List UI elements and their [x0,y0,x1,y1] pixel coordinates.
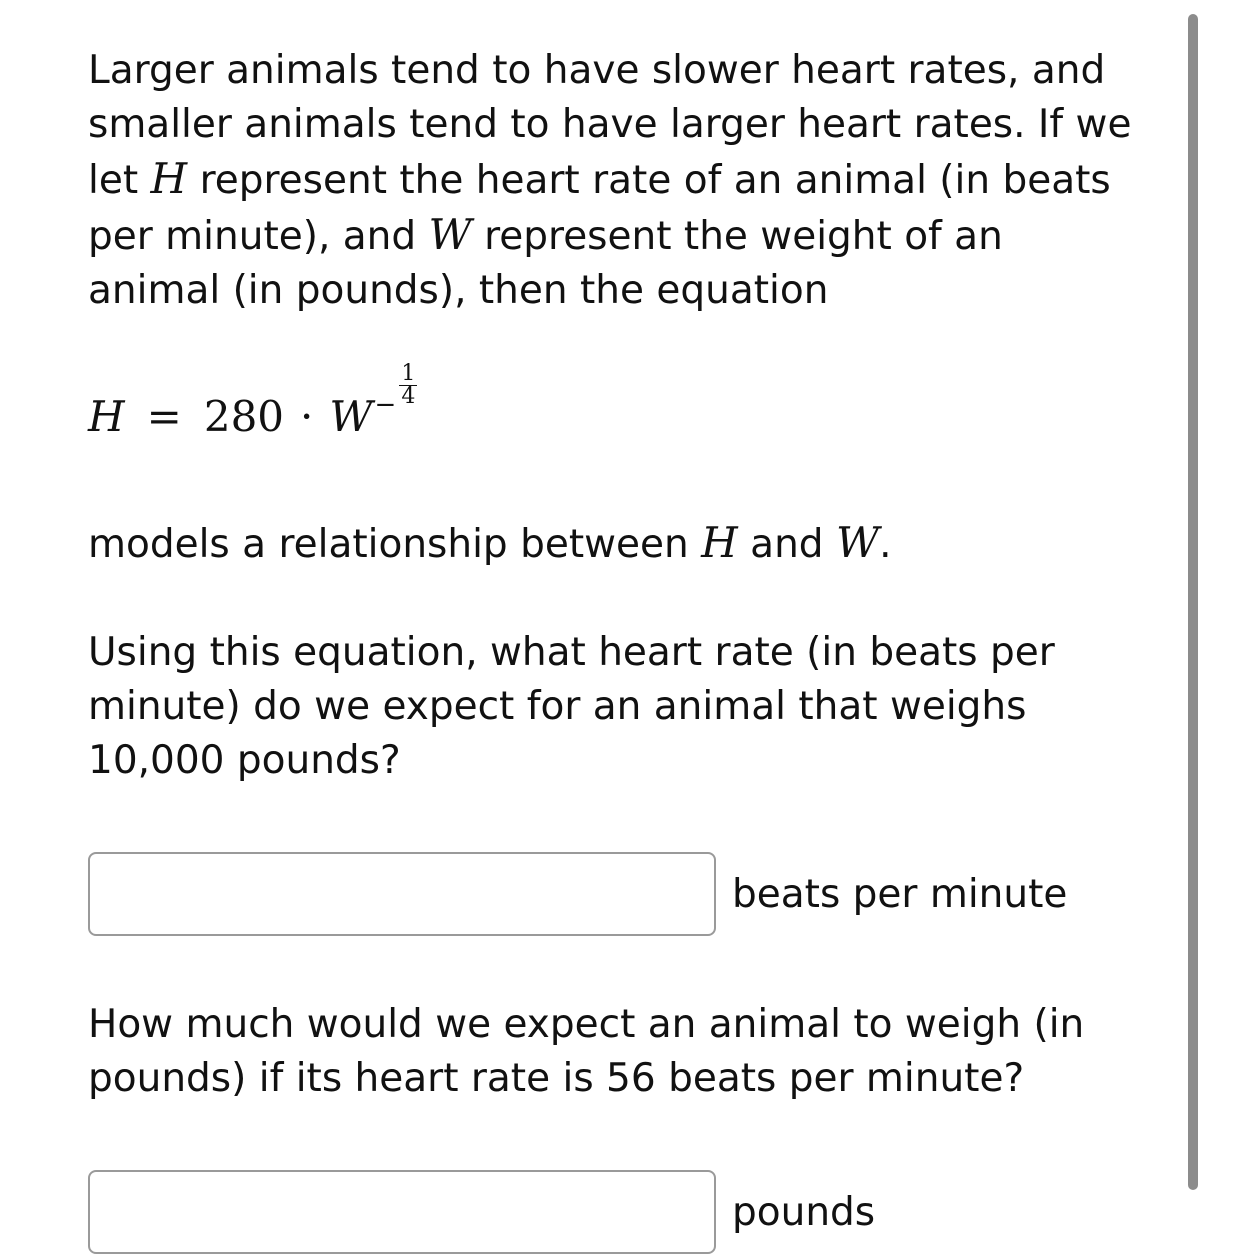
relationship-sentence [88,516,1158,572]
part2-line-2: pounds) if its heart rate is 56 beats per minute? [88,1056,1025,1101]
vertical-scrollbar[interactable] [1188,14,1198,1190]
intro-line-4-post: represent the weight of an [471,214,1003,259]
equation-lhs: H [88,392,125,441]
relationship-mid: and [737,522,836,567]
relationship-variable-h: H [701,518,738,567]
equation-base: W [329,392,373,441]
intro-paragraph [88,44,1158,318]
equation-exponent [375,360,418,436]
variable-h: H [150,154,188,203]
equation-coefficient: 280 [203,392,285,441]
equation-equals: = [146,392,182,441]
exponent-numerator: 1 [401,361,416,386]
heart-rate-equation [88,361,1158,452]
intro-line-5: animal (in pounds), then the equation [88,268,829,313]
intro-line-3-post: represent the heart rate of an animal (in beats [187,158,1111,203]
exponent-fraction [399,363,417,408]
part1-line-3: 10,000 pounds? [88,738,401,783]
exponent-denominator: 4 [401,384,416,409]
part1-line-2: minute) do we expect for an animal that weighs [88,684,1027,729]
equation-dot: · [300,392,314,441]
intro-line-4-pre: per minute), and [88,214,429,259]
part1-answer-row [88,850,1158,938]
question-content [88,44,1158,1256]
intro-line-2: smaller animals tend to have larger heart rates. If we [88,102,1132,147]
intro-line-3-pre: let [88,158,151,203]
part2-line-1: How much would we expect an animal to weigh (in [88,1002,1085,1047]
part1-line-1: Using this equation, what heart rate (in beats per [88,630,1055,675]
part2-question [88,998,1158,1106]
heart-rate-unit-label: beats per minute [732,871,1068,917]
exponent-sign: − [374,390,397,420]
weight-unit-label: pounds [732,1189,876,1235]
part1-question [88,626,1158,788]
relationship-post: . [879,522,892,567]
relationship-pre: models a relationship between [88,522,702,567]
variable-w: W [428,210,472,259]
relationship-variable-w: W [835,518,880,567]
heart-rate-answer-input[interactable] [88,852,716,936]
part2-answer-row [88,1168,1158,1256]
intro-line-1: Larger animals tend to have slower heart rates, and [88,48,1106,93]
weight-answer-input[interactable] [88,1170,716,1254]
